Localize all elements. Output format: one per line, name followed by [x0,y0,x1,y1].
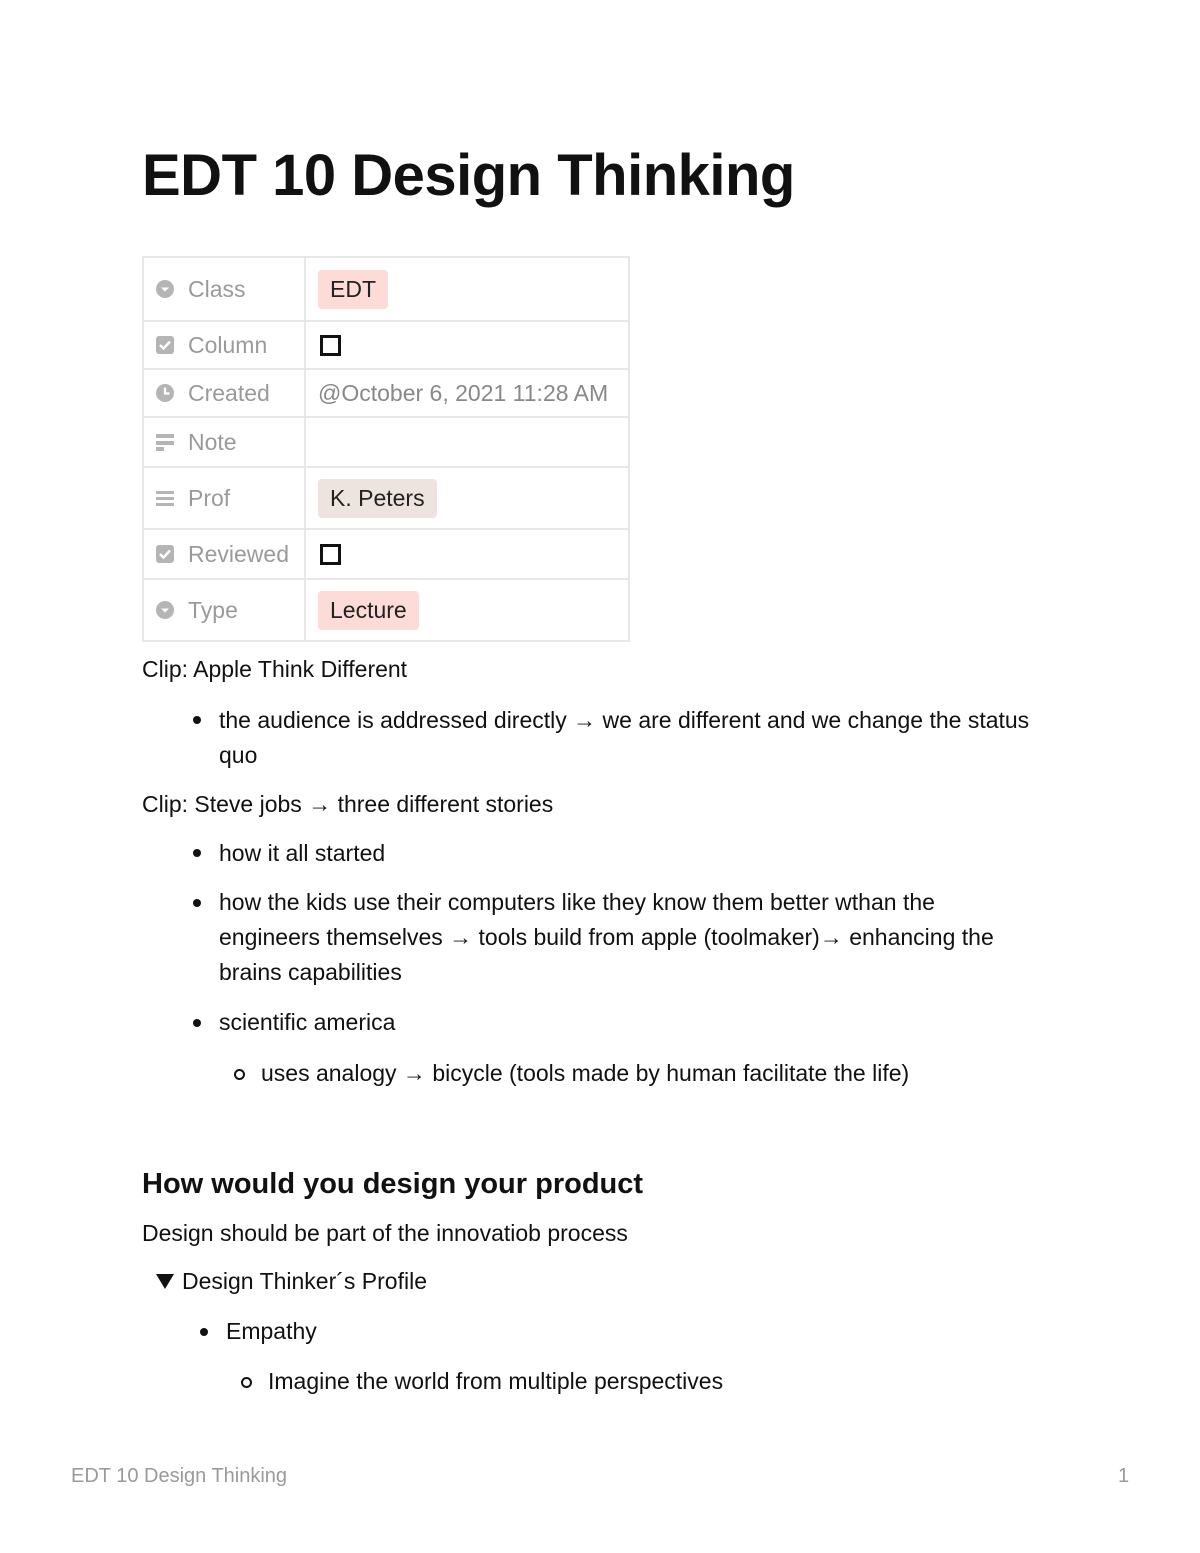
list-item: Empathy [226,1318,317,1344]
sub-bullet-circle [234,1069,245,1080]
checkbox-icon [155,544,175,564]
bullet-dot [193,716,201,724]
property-name: Created [188,379,270,406]
footer-title: EDT 10 Design Thinking [71,1465,288,1487]
property-name: Reviewed [188,540,289,567]
toggle-label: Design Thinker´s Profile [182,1268,428,1294]
sub-list-item: Imagine the world from multiple perspectives [268,1368,724,1394]
list-item: the audience is addressed directly → we are different and we change the status quo [219,707,1030,768]
property-name: Class [188,275,246,302]
bullet-dot [193,1019,201,1027]
clock-icon [155,383,175,403]
bullet-dot [193,849,201,857]
checkbox-icon [155,335,175,355]
sub-bullet-circle [241,1377,252,1388]
column-checkbox[interactable] [320,335,341,356]
reviewed-checkbox[interactable] [320,544,341,565]
bullet-dot [200,1328,208,1336]
property-row-note [143,417,629,467]
property-row-reviewed [143,529,629,579]
select-icon [155,600,175,620]
properties-table [142,256,630,642]
property-row-column [143,321,629,369]
property-name: Column [188,331,268,358]
property-name: Note [188,428,237,455]
design-paragraph: Design should be part of the innovatiob process [142,1220,628,1246]
toggle-triangle-icon[interactable] [156,1274,174,1289]
sub-list-item: uses analogy → bicycle (tools made by human facilitate the life) [261,1060,910,1086]
list-item: how it all started [219,840,386,866]
select-icon [155,279,175,299]
bullet-dot [193,899,201,907]
toggle-design-thinker-profile[interactable] [156,1268,427,1295]
created-date: @October 6, 2021 11:28 AM [318,379,609,406]
page-title: EDT 10 Design Thinking [142,143,795,208]
property-row-type [143,579,629,641]
list-item: scientific america [219,1009,396,1035]
multi-select-icon [155,488,175,508]
type-tag[interactable]: Lecture [318,591,419,630]
property-row-prof [143,467,629,529]
class-tag[interactable]: EDT [318,270,388,309]
property-row-class [143,257,629,321]
footer-page-number: 1 [1118,1465,1130,1487]
text-icon [155,432,175,452]
property-name: Prof [188,484,231,511]
clip-steve-jobs-paragraph: Clip: Steve jobs → three different stories [142,791,554,817]
property-name: Type [188,596,238,623]
list-item: how the kids use their computers like they know them better wthan the engineers themselves → tools build from apple (toolmaker)→ enhancing the brains capabilities [219,889,994,985]
property-row-created [143,369,629,417]
prof-tag[interactable]: K. Peters [318,479,437,518]
clip-apple-paragraph: Clip: Apple Think Different [142,656,408,682]
section-heading: How would you design your product [142,1168,644,1200]
